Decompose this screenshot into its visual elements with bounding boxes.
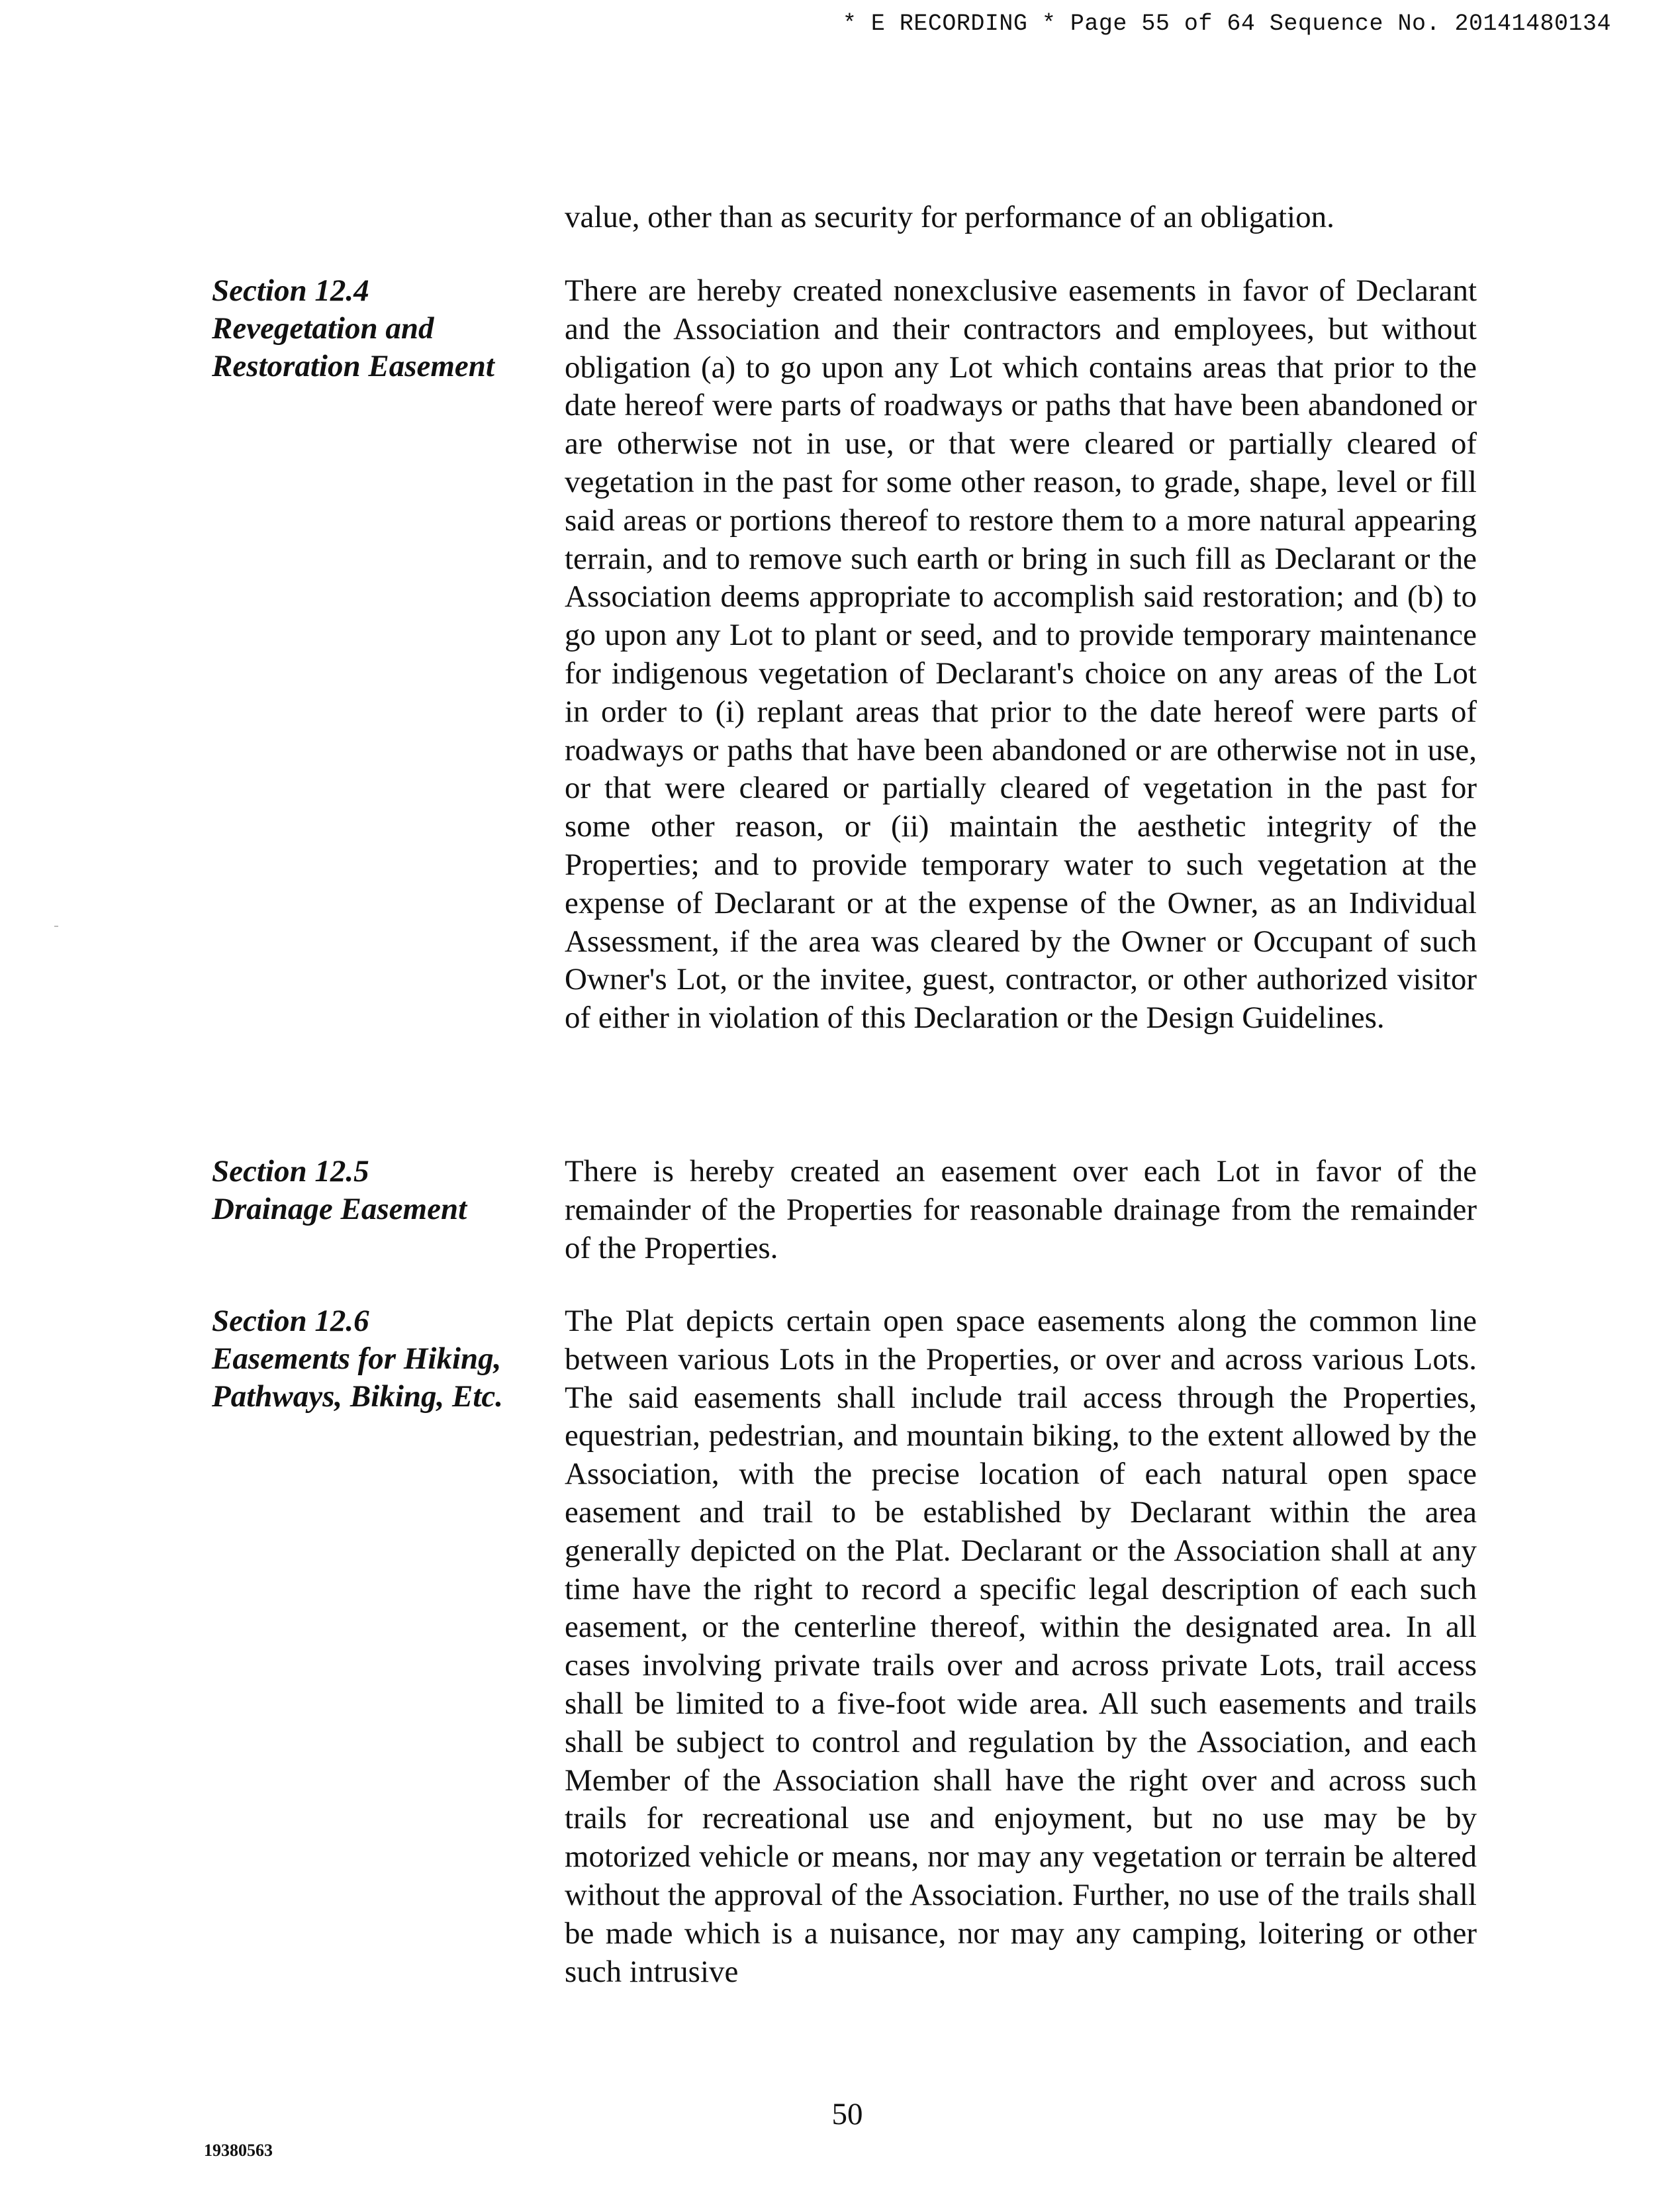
section-heading-line: Section 12.6 [212, 1304, 369, 1338]
section-body: The Plat depicts certain open space easements along the common line between various Lots in the Properties, or over and across various Lots. The said easements shall include trail access through the Properties, equestrian, pedestrian, and mountain biking, to the extent allowed by the Association, with the precise location of each natural open space easement and trail to be established by Declarant within the area generally depicted on the Plat. Declarant or the Association shall at any time have the right to record a specific legal description of each such easement, or the centerline thereof, within the designated area. In all cases involving private trails over and across private Lots, trail access shall be limited to a five-foot wide area. All such easements and trails shall be subject to control and regulation by the Association, and each Member of the Association shall have the right over and across such trails for recreational use and enjoyment, but no use may be by motorized vehicle or means, nor may any vegetation or terrain be altered without the approval of the Association. Further, no use of the trails shall be made which is a nuisance, nor may any camping, loitering or other such intrusive [565, 1304, 1477, 1989]
section-heading-line: Restoration Easement [212, 349, 494, 383]
section-heading [212, 1153, 543, 1228]
section-heading-line: Revegetation and [212, 311, 434, 346]
section-heading [212, 1302, 543, 1416]
document-id: 19380563 [204, 2141, 273, 2160]
scan-artifact [54, 926, 58, 927]
section-heading-line: Pathways, Biking, Etc. [212, 1379, 504, 1414]
section-body: There are hereby created nonexclusive easements in favor of Declarant and the Association and their contractors and employees, but without obligation (a) to go upon any Lot which contains areas that prior to the date hereof were parts of roadways or paths that have been abandoned or are otherwise not in use, or that were cleared or partially cleared of vegetation in the past for some other reason, to grade, shape, level or fill said areas or portions thereof to restore them to a more natural appearing terrain, and to remove such earth or bring in such fill as Declarant or the Association deems appropriate to accomplish said restoration; and (b) to go upon any Lot to plant or seed, and to provide temporary maintenance for indigenous vegetation of Declarant's choice on any areas of the Lot in order to (i) replant areas that prior to the date hereof were parts of roadways or paths that have been abandoned or are otherwise not in use, or that were cleared or partially cleared of vegetation in the past for some other reason, or (ii) maintain the aesthetic integrity of the Properties; and to provide temporary water to such vegetation at the expense of Declarant or at the expense of the Owner, as an Individual Assessment, if the area was cleared by the Owner or Occupant of such Owner's Lot, or the invitee, guest, contractor, or other authorized visitor of either in violation of this Declaration or the Design Guidelines. [565, 273, 1477, 1036]
continuation-text: value, other than as security for performance of an obligation. [565, 200, 1334, 234]
section-heading-line: Section 12.5 [212, 1154, 369, 1189]
page-number: 50 [831, 2097, 863, 2131]
recording-header: * E RECORDING * Page 55 of 64 Sequence No. 20141480134 [842, 11, 1611, 37]
section-heading-line: Drainage Easement [212, 1192, 467, 1226]
section-body: There is hereby created an easement over each Lot in favor of the remainder of the Properties for reasonable drainage from the remainder of the Properties. [565, 1154, 1477, 1265]
section-heading-line: Easements for Hiking, [212, 1341, 502, 1376]
section-heading-line: Section 12.4 [212, 273, 369, 308]
section-heading [212, 272, 543, 385]
